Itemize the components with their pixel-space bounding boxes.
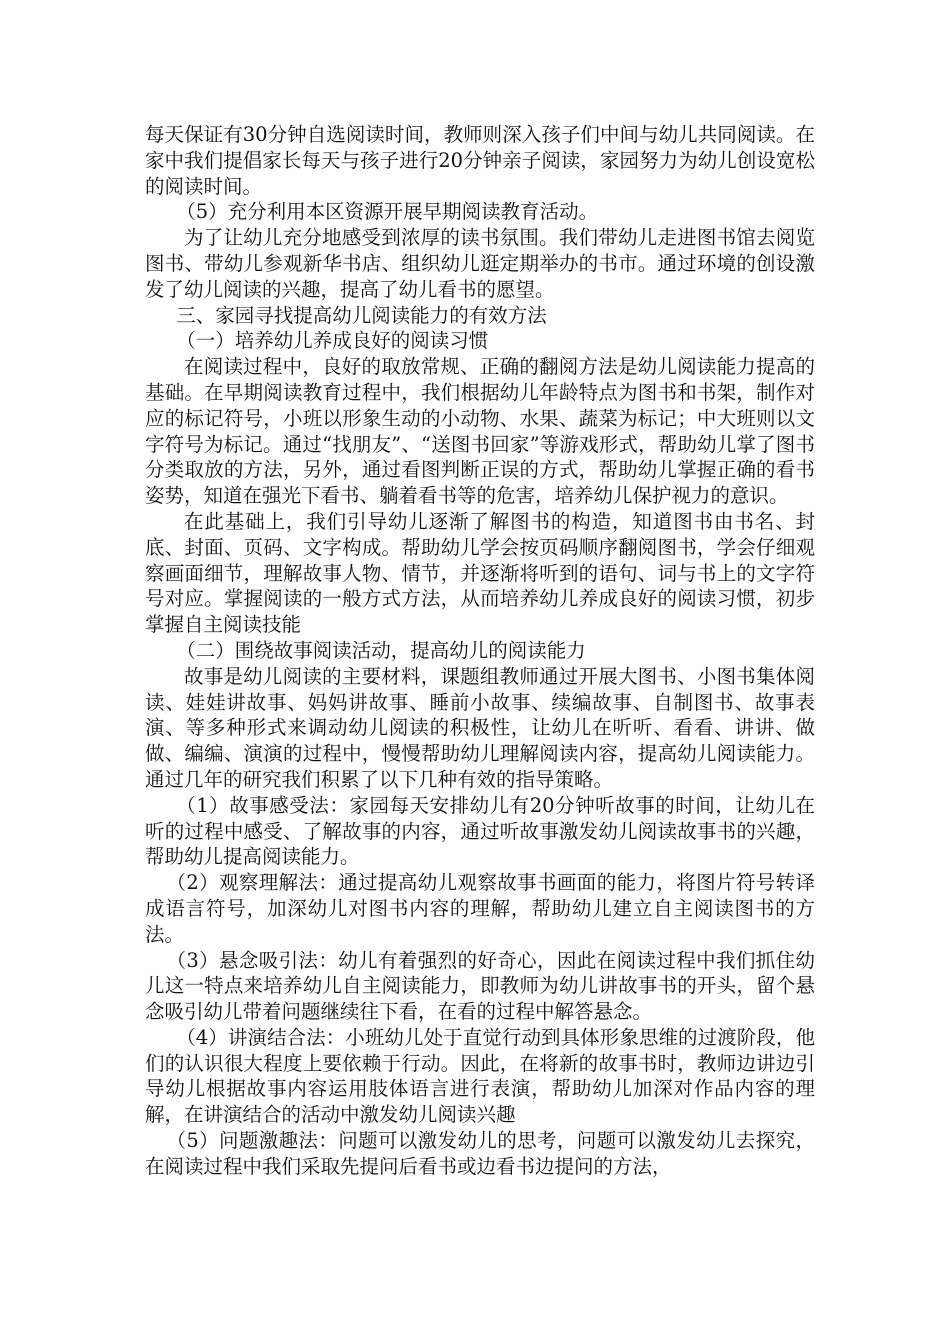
subsection-heading-2: （二）围绕故事阅读活动，提高幼儿的阅读能力	[176, 638, 586, 662]
paragraph-reading-habits: 在阅读过程中，良好的取放常规、正确的翻阅方法是幼儿阅读能力提高的基础。在早期阅读教育过程中，我们根据幼儿年龄特点为图书和书架，制作对应的标记符号，小班以形象生动的小动物、水果、蔬菜为标记；中大班则以文字符号为标记。通过“找朋友”、“送图书回家”等游戏形式，帮助幼儿掌了图书分类取放的方法，另外，通过看图判断正误的方式，帮助幼儿掌握正确的看书姿势，知道在强光下看书、躺着看书等的危害，培养幼儿保护视力的意识。	[145, 355, 815, 508]
paragraph-story-reading: 故事是幼儿阅读的主要材料，课题组教师通过开展大图书、小图书集体阅读、娃娃讲故事、妈妈讲故事、睡前小故事、续编故事、自制图书、故事表演、等多种形式来调动幼儿阅读的积极性，让幼儿在听听、看看、讲讲、做做、编编、演演的过程中，慢慢帮助幼儿理解阅读内容，提高幼儿阅读能力。通过几年的研究我们积累了以下几种有效的指导策略。	[145, 664, 815, 791]
paragraph-item-5-resources: （5）充分利用本区资源开展早期阅读教育活动。	[176, 200, 599, 224]
paragraph-strategy-5: （5）问题激趣法：问题可以激发幼儿的思考，问题可以激发幼儿去探究，在阅读过程中我们采取先提问后看书或边看书边提问的方法，	[145, 1129, 815, 1178]
paragraph-strategy-4: （4）讲演结合法：小班幼儿处于直觉行动到具体形象思维的过渡阶段，他们的认识很大程度上要依赖于行动。因此，在将新的故事书时，教师边讲边引导幼儿根据故事内容运用肢体语言进行表演，帮助幼儿加深对作品内容的理解，在讲演结合的活动中激发幼儿阅读兴趣	[145, 1025, 815, 1127]
paragraph-strategy-1: （1）故事感受法：家园每天安排幼儿有20分钟听故事的时间，让幼儿在听的过程中感受、了解故事的内容，通过听故事激发幼儿阅读故事书的兴趣，帮助幼儿提高阅读能力。	[145, 793, 815, 869]
paragraph-strategy-2: （2）观察理解法：通过提高幼儿观察故事书画面的能力，将图片符号转译成语言符号，加深幼儿对图书内容的理解，帮助幼儿建立自主阅读图书的方法。	[145, 871, 815, 946]
section-heading-3: 三、家园寻找提高幼儿阅读能力的有效方法	[176, 303, 547, 327]
paragraph-strategy-3: （3）悬念吸引法：幼儿有着强烈的好奇心，因此在阅读过程中我们抓住幼儿这一特点来培养幼儿自主阅读能力，即教师为幼儿讲故事书的开头，留个悬念吸引幼儿带着问题继续往下看，在看的过程中解答悬念。	[145, 948, 815, 1024]
paragraph-reading-atmosphere: 为了让幼儿充分地感受到浓厚的读书氛围。我们带幼儿走进图书馆去阅览图书、带幼儿参观新华书店、组织幼儿逛定期举办的书市。通过环境的创设激发了幼儿阅读的兴趣，提高了幼儿看书的愿望。	[145, 226, 815, 301]
subsection-heading-1: （一）培养幼儿养成良好的阅读习惯	[176, 329, 489, 353]
document-page	[145, 122, 815, 1180]
paragraph-reading-time: 每天保证有30分钟自选阅读时间，教师则深入孩子们中间与幼儿共同阅读。在家中我们提倡家长每天与孩子进行20分钟亲子阅读，家园努力为幼儿创设宽松的阅读时间。	[145, 123, 815, 198]
paragraph-book-structure: 在此基础上，我们引导幼儿逐渐了解图书的构造，知道图书由书名、封底、封面、页码、文字构成。帮助幼儿学会按页码顺序翻阅图书，学会仔细观察画面细节，理解故事人物、情节，并逐渐将听到的语句、词与书上的文字符号对应。掌握阅读的一般方式方法，从而培养幼儿养成良好的阅读习惯，初步掌握自主阅读技能	[145, 509, 815, 637]
